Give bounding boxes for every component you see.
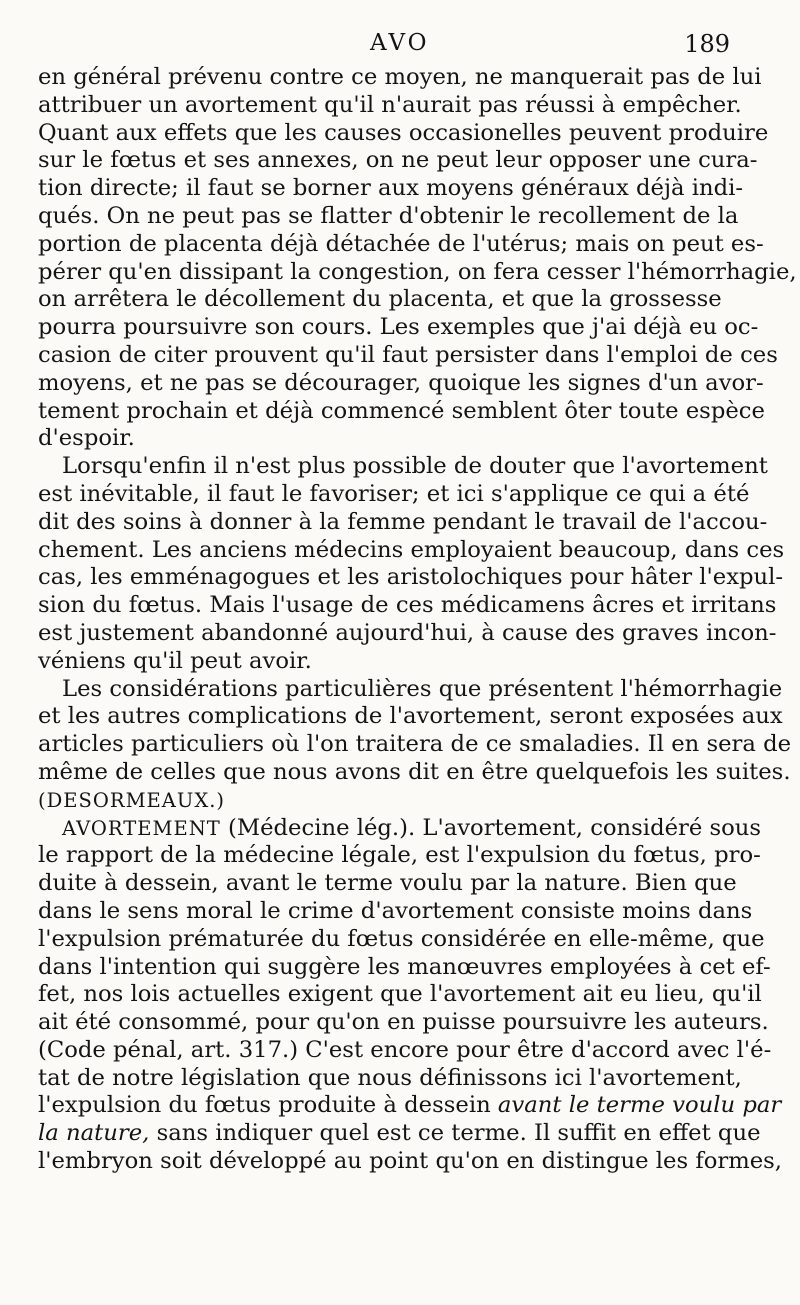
italic-phrase: avant le terme voulu par xyxy=(497,1092,782,1119)
text-line: chement. Les anciens médecins employaient beaucoup, dans ces xyxy=(38,536,785,563)
text-line: dans l'intention qui suggère les manœuvres employées à cet ef- xyxy=(38,953,771,980)
page-header xyxy=(40,30,730,64)
text-line: l'embryon soit développé au point qu'on en distingue les formes, xyxy=(38,1148,783,1175)
running-title: AVO xyxy=(370,30,430,56)
text-line: sur le fœtus et ses annexes, on ne peut leur opposer une cura- xyxy=(38,147,758,174)
text-line: L'avortement, considéré sous xyxy=(422,814,762,841)
article-first-line xyxy=(62,814,762,843)
body-text xyxy=(38,64,797,1176)
text-line: dit des soins à donner à la femme pendant le travail de l'accou- xyxy=(38,508,768,535)
text-line: dans le sens moral le crime d'avortement consiste moins dans xyxy=(38,897,753,924)
text-line: casion de citer prouvent qu'il faut persister dans l'emploi de ces xyxy=(38,341,778,368)
author-signature: (DESORMEAUX.) xyxy=(38,788,226,812)
text-line-with-italic xyxy=(38,1120,761,1148)
text-line: attribuer un avortement qu'il n'aurait pas réussi à empêcher. xyxy=(38,91,742,118)
italic-phrase: la nature, xyxy=(38,1120,150,1147)
text-line: même de celles que nous avons dit en être quelquefois les suites. xyxy=(38,758,791,785)
text-line: en général prévenu contre ce moyen, ne manquerait pas de lui xyxy=(38,64,762,90)
text-line: l'expulsion prématurée du fœtus considérée en elle-même, que xyxy=(38,925,765,952)
text-line: d'espoir. xyxy=(38,425,135,452)
text-line: on arrêtera le décollement du placenta, et que la grossesse xyxy=(38,286,722,313)
author-signature-line xyxy=(38,787,712,815)
text-line-with-italic xyxy=(38,1092,782,1120)
text-line: est inévitable, il faut le favoriser; et ici s'applique ce qui a été xyxy=(38,480,750,507)
text-line: est justement abandonné aujourd'hui, à cause des graves incon- xyxy=(38,619,777,646)
text-line: articles particuliers où l'on traitera de ce smaladies. Il en sera de xyxy=(38,731,792,758)
paragraph-1 xyxy=(38,64,797,453)
text-line: cas, les emménagogues et les aristolochiques pour hâter l'expul- xyxy=(38,564,784,591)
text-line: tat de notre législation que nous définissons ici l'avortement, xyxy=(38,1064,742,1091)
text-line: et les autres complications de l'avortement, seront exposées aux xyxy=(38,703,783,730)
text-line: sion du fœtus. Mais l'usage de ces médicamens âcres et irritans xyxy=(38,592,777,619)
paragraph-2 xyxy=(38,453,785,675)
article-headword: AVORTEMENT xyxy=(62,816,221,840)
text-segment: sans indiquer quel est ce terme. Il suffit en effet que xyxy=(149,1120,761,1147)
text-line: véniens qu'il peut avoir. xyxy=(38,647,312,674)
text-line: portion de placenta déjà détachée de l'utérus; mais on peut es- xyxy=(38,230,764,257)
article-subject: (Médecine lég.). xyxy=(228,814,416,841)
text-segment: l'expulsion du fœtus produite à dessein xyxy=(38,1092,498,1119)
text-line: le rapport de la médecine légale, est l'expulsion du fœtus, pro- xyxy=(38,842,761,869)
text-line: Lorsqu'enfin il n'est plus possible de douter que l'avortement xyxy=(62,453,768,480)
text-line: Quant aux effets que les causes occasionelles peuvent produire xyxy=(38,119,769,146)
text-line: (Code pénal, art. 317.) C'est encore pour être d'accord avec l'é- xyxy=(38,1036,772,1063)
page-number: 189 xyxy=(684,30,730,58)
text-line: pérer qu'en dissipant la congestion, on fera cesser l'hémorrhagie, xyxy=(38,258,797,285)
text-line: qués. On ne peut pas se flatter d'obtenir le recollement de la xyxy=(38,202,739,229)
text-line: pourra poursuivre son cours. Les exemples que j'ai déjà eu oc- xyxy=(38,314,759,341)
text-line: duite à dessein, avant le terme voulu par la nature. Bien que xyxy=(38,870,737,897)
paragraph-3 xyxy=(38,675,792,787)
text-line: moyens, et ne pas se décourager, quoique les signes d'un avor- xyxy=(38,369,764,396)
article-avortement xyxy=(38,814,783,1176)
text-line: fet, nos lois actuelles exigent que l'avortement ait eu lieu, qu'il xyxy=(38,981,762,1008)
text-line: ait été consommé, pour qu'on en puisse poursuivre les auteurs. xyxy=(38,1009,769,1036)
text-line: tion directe; il faut se borner aux moyens généraux déjà indi- xyxy=(38,175,744,202)
text-line: tement prochain et déjà commencé semblent ôter toute espèce xyxy=(38,397,765,424)
text-line: Les considérations particulières que présentent l'hémorrhagie xyxy=(62,675,783,702)
